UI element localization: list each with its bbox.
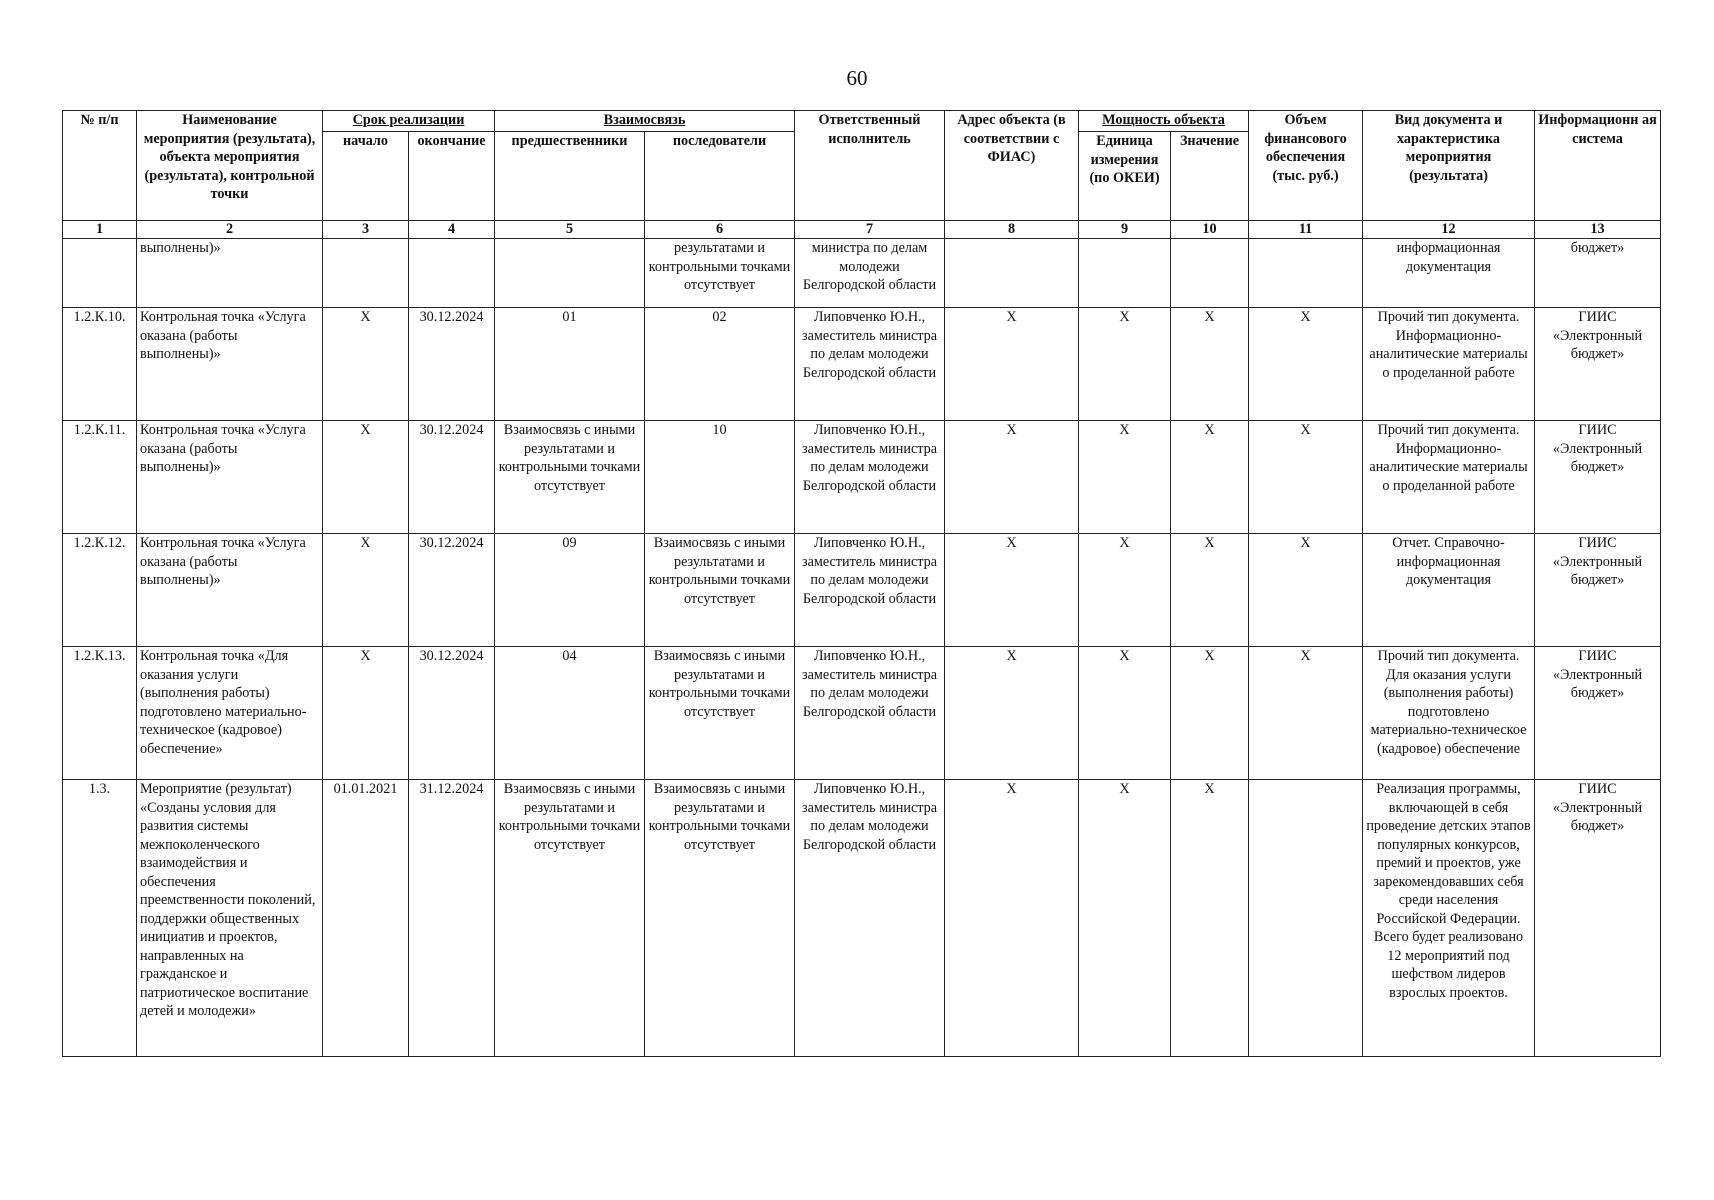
cell-doc: Прочий тип документа. Для оказания услуги (выполнения работы) подготовлено материально-техническое (кадровое) обеспечение <box>1363 647 1535 780</box>
cell-value <box>1171 239 1249 308</box>
cell-name: выполнены)» <box>137 239 323 308</box>
header-capacity-unit: Единица измерения (по ОКЕИ) <box>1079 132 1171 221</box>
col-number: 9 <box>1079 221 1171 239</box>
col-number: 1 <box>63 221 137 239</box>
cell-value: X <box>1171 421 1249 534</box>
table-row <box>63 780 1661 1057</box>
cell-name: Мероприятие (результат) «Созданы условия для развития системы межпоколенческого взаимодействия и обеспечения преемственности поколений, поддержки общественных инициатив и проектов, направленных на гражданское и патриотическое воспитание детей и молодежи» <box>137 780 323 1057</box>
cell-start: X <box>323 308 409 421</box>
cell-address: X <box>945 780 1079 1057</box>
cell-end: 30.12.2024 <box>409 308 495 421</box>
column-number-row <box>63 221 1661 239</box>
cell-address <box>945 239 1079 308</box>
cell-responsible: министра по делам молодежи Белгородской области <box>795 239 945 308</box>
cell-start: X <box>323 647 409 780</box>
col-number: 8 <box>945 221 1079 239</box>
cell-next: Взаимосвязь с иными результатами и контрольными точками отсутствует <box>645 780 795 1057</box>
cell-address: X <box>945 308 1079 421</box>
cell-responsible: Липовченко Ю.Н., заместитель министра по делам молодежи Белгородской области <box>795 780 945 1057</box>
cell-start <box>323 239 409 308</box>
cell-name: Контрольная точка «Услуга оказана (работы выполнены)» <box>137 534 323 647</box>
cell-num: 1.2.К.12. <box>63 534 137 647</box>
cell-infosys: ГИИС «Электронный бюджет» <box>1535 780 1661 1057</box>
cell-responsible: Липовченко Ю.Н., заместитель министра по делам молодежи Белгородской области <box>795 421 945 534</box>
cell-next: Взаимосвязь с иными результатами и контрольными точками отсутствует <box>645 534 795 647</box>
cell-next: 02 <box>645 308 795 421</box>
cell-finance <box>1249 780 1363 1057</box>
cell-unit: X <box>1079 421 1171 534</box>
header-link: Взаимосвязь <box>495 111 795 132</box>
cell-infosys: ГИИС «Электронный бюджет» <box>1535 421 1661 534</box>
cell-end: 30.12.2024 <box>409 534 495 647</box>
cell-end: 30.12.2024 <box>409 421 495 534</box>
cell-next: 10 <box>645 421 795 534</box>
header-num: № п/п <box>63 111 137 221</box>
col-number: 7 <box>795 221 945 239</box>
cell-unit: X <box>1079 647 1171 780</box>
col-number: 11 <box>1249 221 1363 239</box>
cell-unit: X <box>1079 308 1171 421</box>
col-number: 5 <box>495 221 645 239</box>
plan-table <box>62 110 1661 1057</box>
cell-num: 1.3. <box>63 780 137 1057</box>
col-number: 6 <box>645 221 795 239</box>
cell-prev: 04 <box>495 647 645 780</box>
cell-infosys: ГИИС «Электронный бюджет» <box>1535 647 1661 780</box>
col-number: 2 <box>137 221 323 239</box>
header-finance: Объем финансового обеспечения (тыс. руб.) <box>1249 111 1363 221</box>
header-address: Адрес объекта (в соответствии с ФИАС) <box>945 111 1079 221</box>
cell-doc: Прочий тип документа. Информационно-аналитические материалы о проделанной работе <box>1363 308 1535 421</box>
table-row <box>63 647 1661 780</box>
header-infosys: Информационн ая система <box>1535 111 1661 221</box>
page-number: 60 <box>846 66 868 90</box>
cell-num: 1.2.К.13. <box>63 647 137 780</box>
cell-num: 1.2.К.11. <box>63 421 137 534</box>
cell-finance: X <box>1249 421 1363 534</box>
cell-start: X <box>323 534 409 647</box>
header-responsible: Ответственный исполнитель <box>795 111 945 221</box>
col-number: 12 <box>1363 221 1535 239</box>
cell-doc: информационная документация <box>1363 239 1535 308</box>
cell-doc: Реализация программы, включающей в себя проведение детских этапов популярных конкурсов, премий и проектов, уже зарекомендовавших себя среди населения Российской Федерации. Всего будет реализовано 12 мероприятий под шефством лидеров взрослых проектов. <box>1363 780 1535 1057</box>
cell-end: 30.12.2024 <box>409 647 495 780</box>
cell-prev <box>495 239 645 308</box>
header-capacity: Мощность объекта <box>1079 111 1249 132</box>
col-number: 10 <box>1171 221 1249 239</box>
header-name: Наименование мероприятия (результата), объекта мероприятия (результата), контрольной точки <box>137 111 323 221</box>
cell-num <box>63 239 137 308</box>
cell-finance <box>1249 239 1363 308</box>
cell-start: X <box>323 421 409 534</box>
header-term-end: окончание <box>409 132 495 221</box>
cell-num: 1.2.К.10. <box>63 308 137 421</box>
cell-value: X <box>1171 780 1249 1057</box>
cell-end <box>409 239 495 308</box>
header-row <box>63 111 1661 132</box>
col-number: 4 <box>409 221 495 239</box>
cell-start: 01.01.2021 <box>323 780 409 1057</box>
cell-prev: 01 <box>495 308 645 421</box>
cell-infosys: ГИИС «Электронный бюджет» <box>1535 534 1661 647</box>
cell-unit: X <box>1079 780 1171 1057</box>
cell-value: X <box>1171 534 1249 647</box>
cell-address: X <box>945 421 1079 534</box>
table-row <box>63 308 1661 421</box>
table-row <box>63 239 1661 308</box>
cell-responsible: Липовченко Ю.Н., заместитель министра по делам молодежи Белгородской области <box>795 647 945 780</box>
cell-responsible: Липовченко Ю.Н., заместитель министра по делам молодежи Белгородской области <box>795 534 945 647</box>
header-term-start: начало <box>323 132 409 221</box>
cell-address: X <box>945 647 1079 780</box>
cell-finance: X <box>1249 534 1363 647</box>
cell-prev: Взаимосвязь с иными результатами и контрольными точками отсутствует <box>495 421 645 534</box>
cell-address: X <box>945 534 1079 647</box>
cell-finance: X <box>1249 647 1363 780</box>
cell-name: Контрольная точка «Услуга оказана (работы выполнены)» <box>137 421 323 534</box>
cell-value: X <box>1171 308 1249 421</box>
col-number: 13 <box>1535 221 1661 239</box>
cell-unit <box>1079 239 1171 308</box>
cell-next: Взаимосвязь с иными результатами и контрольными точками отсутствует <box>645 647 795 780</box>
cell-doc: Отчет. Справочно-информационная документация <box>1363 534 1535 647</box>
cell-name: Контрольная точка «Услуга оказана (работы выполнены)» <box>137 308 323 421</box>
header-link-prev: предшественники <box>495 132 645 221</box>
table-row <box>63 534 1661 647</box>
cell-unit: X <box>1079 534 1171 647</box>
table-row <box>63 421 1661 534</box>
cell-name: Контрольная точка «Для оказания услуги (выполнения работы) подготовлено материально-техническое (кадровое) обеспечение» <box>137 647 323 780</box>
cell-doc: Прочий тип документа. Информационно-аналитические материалы о проделанной работе <box>1363 421 1535 534</box>
col-number: 3 <box>323 221 409 239</box>
cell-prev: Взаимосвязь с иными результатами и контрольными точками отсутствует <box>495 780 645 1057</box>
header-doc: Вид документа и характеристика мероприятия (результата) <box>1363 111 1535 221</box>
cell-infosys: ГИИС «Электронный бюджет» <box>1535 308 1661 421</box>
cell-next: результатами и контрольными точками отсутствует <box>645 239 795 308</box>
cell-infosys: бюджет» <box>1535 239 1661 308</box>
cell-end: 31.12.2024 <box>409 780 495 1057</box>
cell-prev: 09 <box>495 534 645 647</box>
cell-responsible: Липовченко Ю.Н., заместитель министра по делам молодежи Белгородской области <box>795 308 945 421</box>
cell-value: X <box>1171 647 1249 780</box>
header-capacity-value: Значение <box>1171 132 1249 221</box>
cell-finance: X <box>1249 308 1363 421</box>
header-link-next: последователи <box>645 132 795 221</box>
header-term: Срок реализации <box>323 111 495 132</box>
